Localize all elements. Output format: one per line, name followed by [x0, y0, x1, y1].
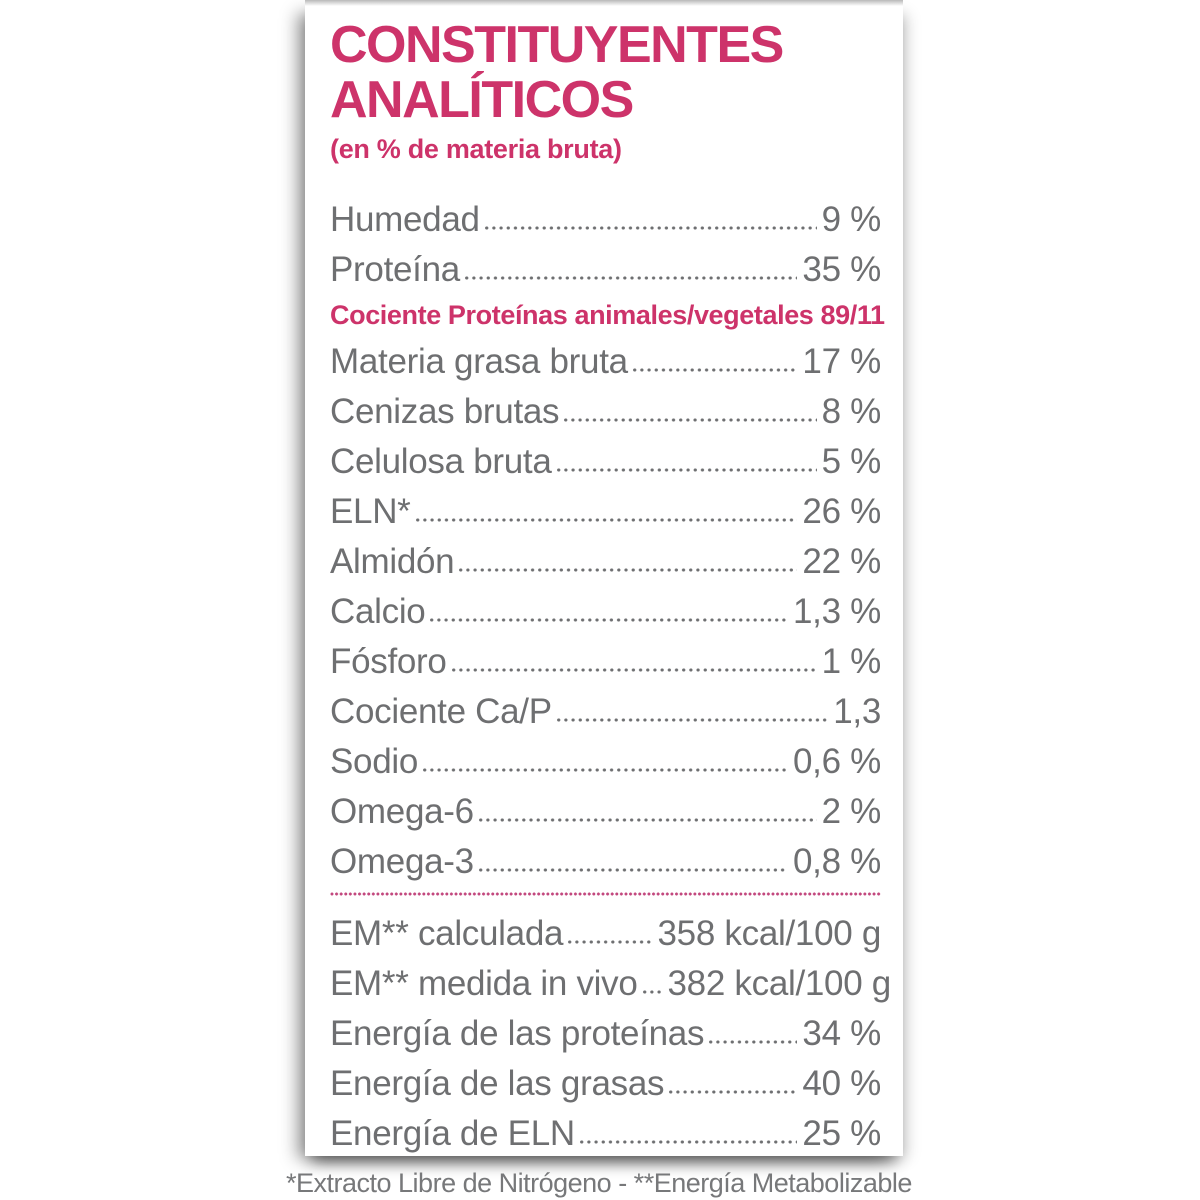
dotted-leader [643, 990, 663, 994]
row-value: 358 kcal/100 g [657, 914, 881, 954]
row-label: Humedad [330, 200, 480, 240]
row-label: Materia grasa bruta [330, 342, 628, 382]
row-label: EM** calculada [330, 914, 564, 954]
panel-subtitle: (en % de materia bruta) [330, 134, 622, 165]
dotted-leader [430, 618, 788, 622]
dotted-leader [416, 518, 798, 522]
row-value: 1,3 % [793, 592, 881, 632]
dotted-leader [423, 768, 788, 772]
dotted-leader [669, 1090, 797, 1094]
row-value: 0,6 % [793, 742, 881, 782]
row-value: 35 % [802, 250, 881, 290]
table-row [330, 239, 881, 289]
dotted-leader [580, 1140, 798, 1144]
row-label: Energía de las grasas [330, 1064, 665, 1104]
table-row [330, 831, 881, 881]
row-value: 40 % [802, 1064, 881, 1104]
row-label: Fósforo [330, 642, 447, 682]
table-row [330, 1053, 881, 1103]
row-value: 1,3 [833, 692, 881, 732]
row-label: Celulosa bruta [330, 442, 552, 482]
row-label: Sodio [330, 742, 419, 782]
table-row [330, 1003, 881, 1053]
dotted-leader [479, 868, 788, 872]
row-label: Omega-3 [330, 842, 474, 882]
table-row [330, 331, 881, 381]
table-row [330, 631, 881, 681]
row-label: Cociente Ca/P [330, 692, 552, 732]
row-value: 34 % [802, 1014, 881, 1054]
row-label: Energía de las proteínas [330, 1014, 705, 1054]
row-value: 9 % [821, 200, 881, 240]
dotted-leader [465, 276, 798, 280]
row-label: Proteína [330, 250, 460, 290]
table-row [330, 681, 881, 731]
dotted-leader [557, 718, 828, 722]
row-value: 17 % [802, 342, 881, 382]
table-row [330, 781, 881, 831]
table-row [330, 189, 881, 239]
dotted-leader [485, 226, 817, 230]
table-row [330, 903, 881, 953]
row-label: Almidón [330, 542, 455, 582]
dotted-leader [633, 368, 798, 372]
row-label: ELN* [330, 492, 411, 532]
panel-title [330, 18, 881, 128]
dotted-leader [709, 1040, 797, 1044]
footnote: *Extracto Libre de Nitrógeno - **Energía Metabolizable [286, 1168, 912, 1198]
row-value: 5 % [821, 442, 881, 482]
dotted-leader [557, 468, 817, 472]
row-value: 25 % [802, 1114, 881, 1154]
row-value: 382 kcal/100 g [667, 964, 891, 1004]
table-row [330, 481, 881, 531]
table-row [330, 531, 881, 581]
table-row [330, 731, 881, 781]
row-label: Energía de ELN [330, 1114, 575, 1154]
row-value: 22 % [802, 542, 881, 582]
table-row [330, 431, 881, 481]
table-row [330, 953, 891, 1004]
dotted-leader [568, 940, 652, 944]
row-label: Calcio [330, 592, 426, 632]
row-value: 8 % [821, 392, 881, 432]
dotted-leader [452, 668, 817, 672]
row-value: 2 % [821, 792, 881, 832]
row-value: 1 % [821, 642, 881, 682]
panel-title-line1: CONSTITUYENTES [330, 16, 783, 74]
panel-title-line2: ANALÍTICOS [330, 71, 633, 130]
row-label: Omega-6 [330, 792, 474, 832]
row-value: 26 % [802, 492, 881, 532]
table-row [330, 1103, 881, 1153]
dotted-leader [564, 418, 816, 422]
row-label: Cenizas brutas [330, 392, 560, 432]
protein-ratio-row: Cociente Proteínas animales/vegetales 89/11 [330, 300, 885, 331]
section-divider [330, 892, 881, 896]
row-value: 0,8 % [793, 842, 881, 882]
constituents-list [330, 189, 891, 1154]
table-row [330, 381, 881, 431]
table-row [330, 581, 881, 631]
analytical-constituents-panel [305, 0, 903, 1156]
dotted-leader [459, 568, 797, 572]
row-label: EM** medida in vivo [330, 964, 638, 1004]
dotted-leader [479, 818, 817, 822]
